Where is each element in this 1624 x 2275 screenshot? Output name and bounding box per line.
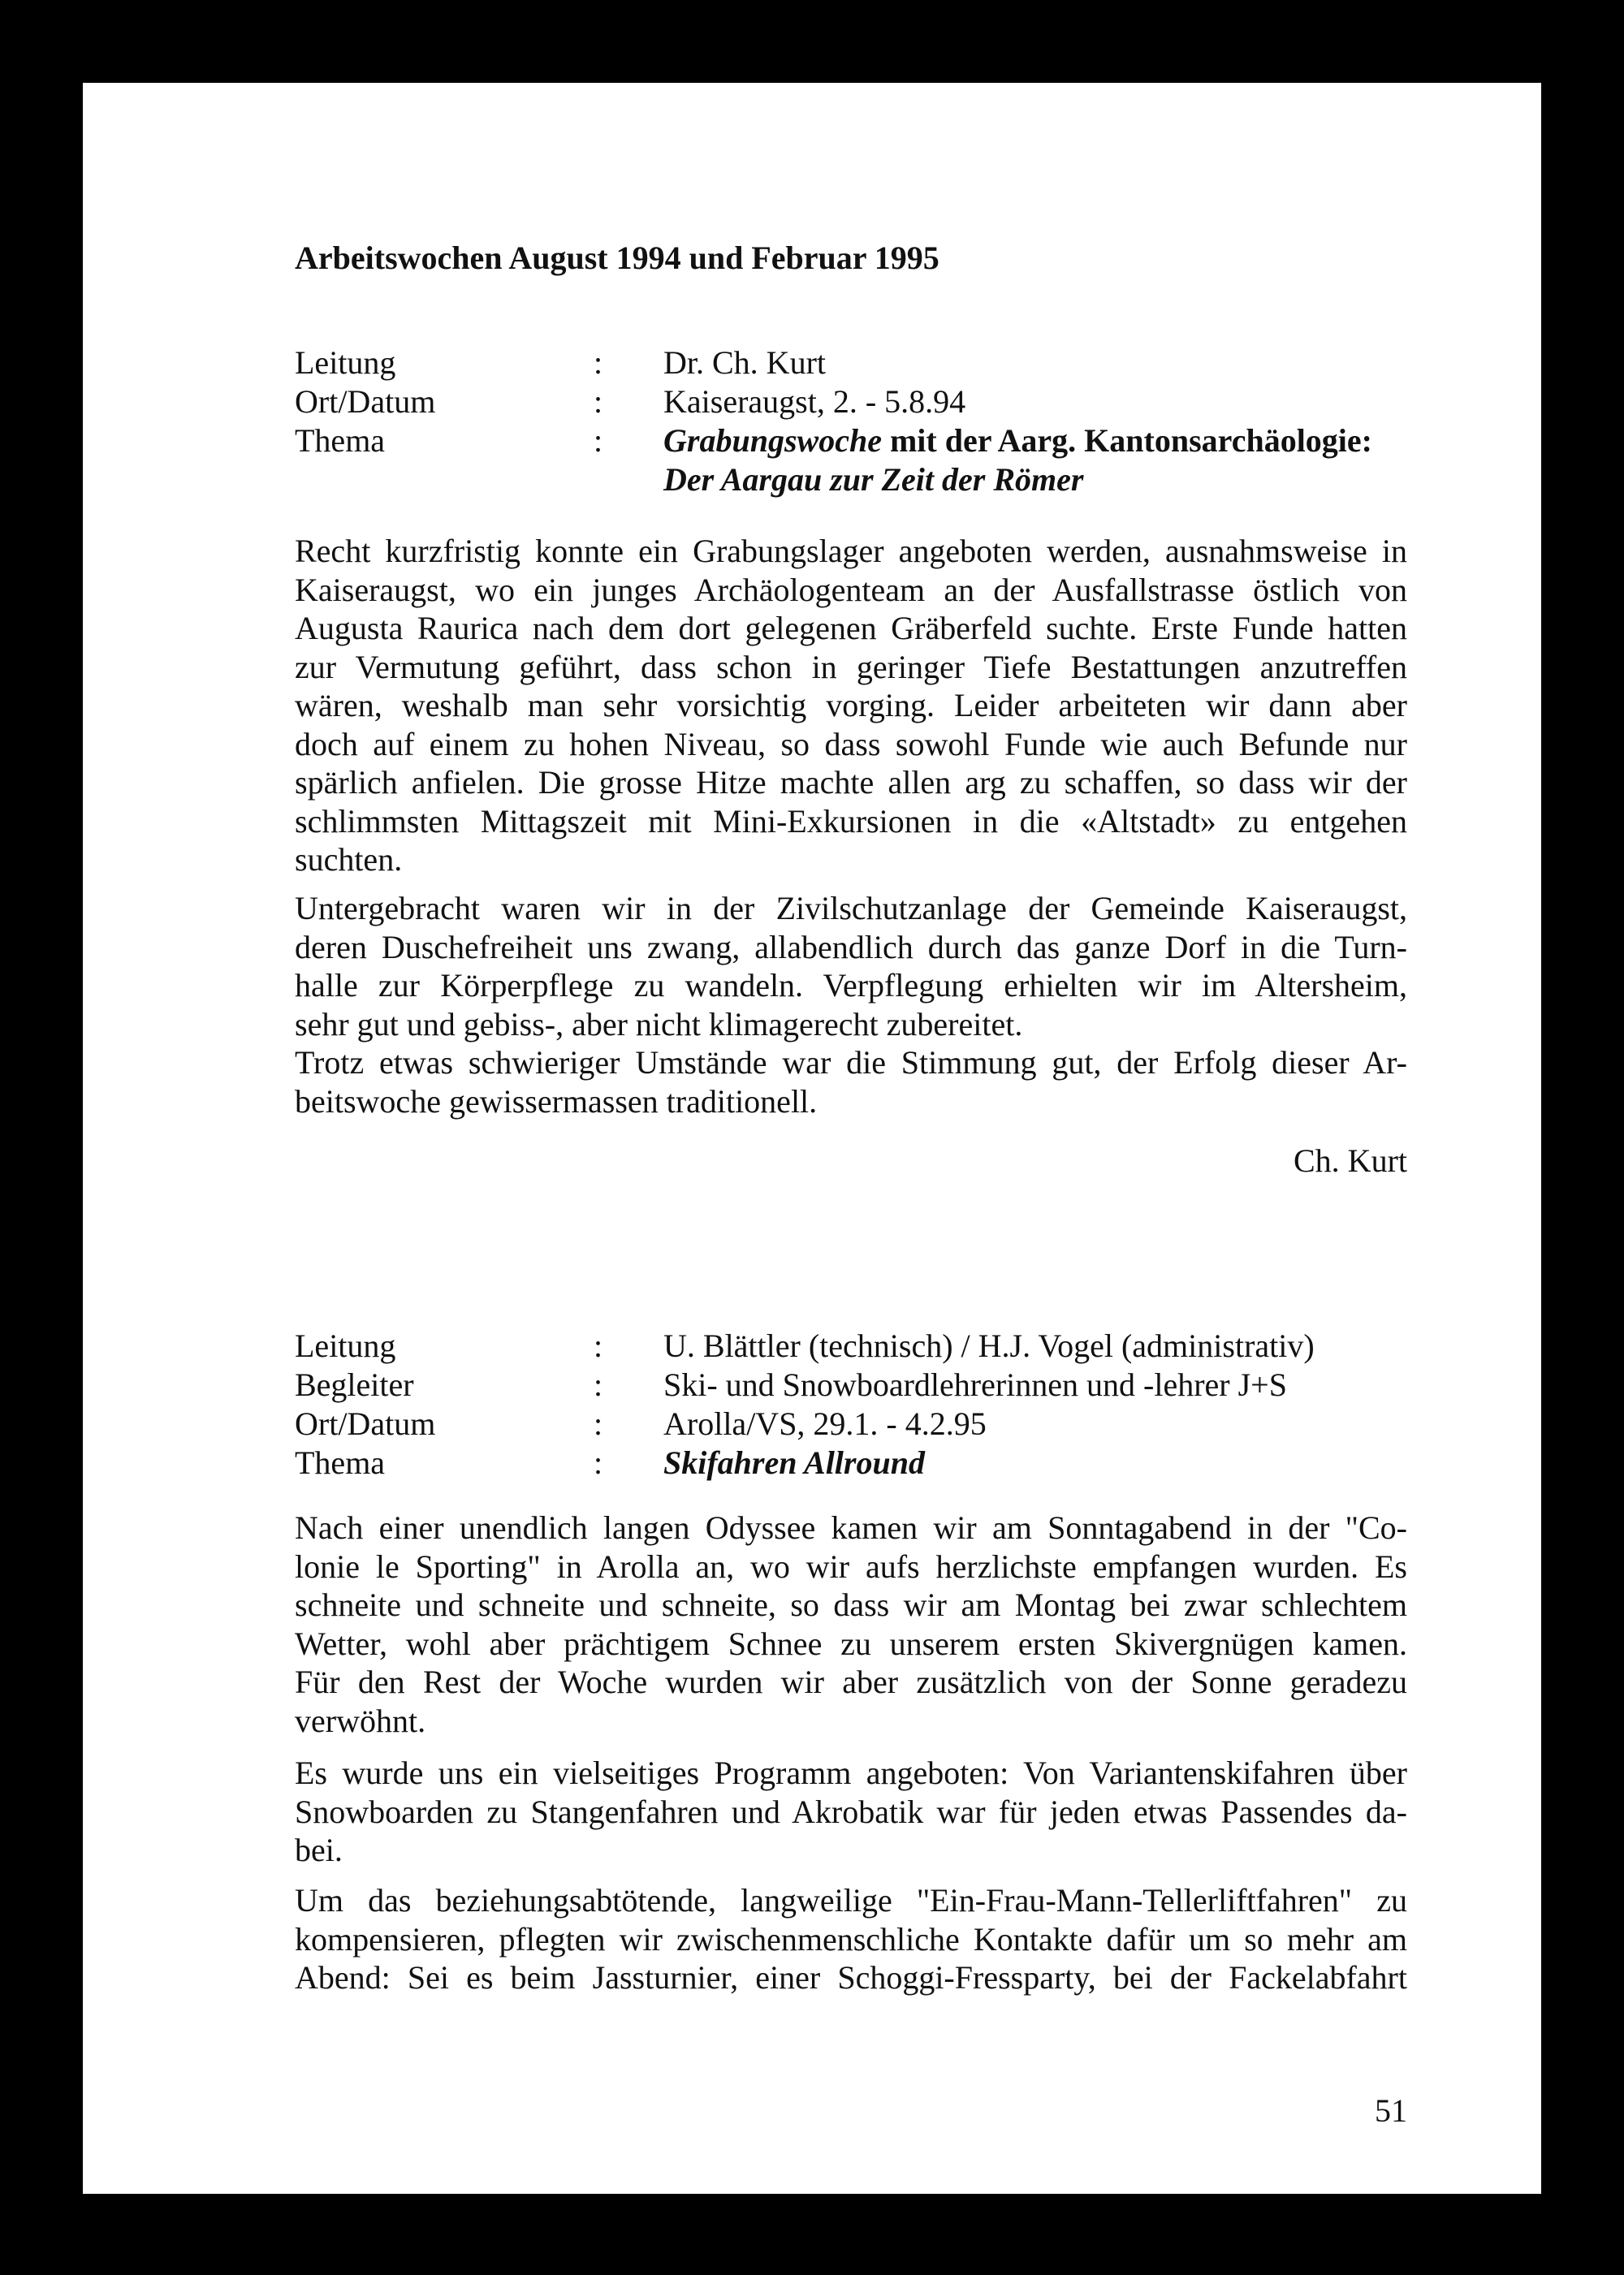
thema-bold: mit der Aarg. Kantonsarchäologie: (881, 422, 1372, 459)
paragraph (295, 1754, 1407, 1870)
paragraph (295, 1881, 1407, 1997)
meta-row-thema (295, 421, 1415, 499)
meta-row-leitung (295, 343, 1415, 382)
document-page (83, 83, 1541, 2194)
text-line: spärlich anfielen. Die grosse Hitze machte allen arg zu schaffen, so dass wir der (295, 764, 1407, 801)
meta-row-begleiter (295, 1366, 1415, 1405)
meta-label: Thema (295, 422, 386, 459)
meta-colon: : (594, 1444, 603, 1481)
text-line: zur Vermutung geführt, dass schon in geringer Tiefe Bestattungen anzutreffen (295, 648, 1407, 685)
text-line: Nach einer unendlich langen Odyssee kamen wir am Sonntagabend in der "Co- (295, 1509, 1407, 1546)
text-line: Augusta Raurica nach dem dort gelegenen Gräberfeld suchte. Erste Funde hatten (295, 610, 1407, 646)
text-line: kompensieren, pflegten wir zwischenmenschliche Kontakte dafür um so mehr am (295, 1920, 1407, 1958)
text-line: bei. (295, 1832, 343, 1868)
text-line: sehr gut und gebiss-, aber nicht klimagerecht zubereitet. (295, 1005, 1023, 1043)
meta-colon: : (594, 1366, 603, 1403)
text-line: suchten. (295, 841, 403, 878)
meta-label: Leitung (295, 344, 396, 381)
text-line: beitswoche gewissermassen traditionell. (295, 1082, 818, 1120)
paragraph (295, 532, 1407, 879)
text-line: lonie le Sporting" in Arolla an, wo wir aufs herzlichste empfangen wurden. Es (295, 1548, 1407, 1585)
meta-label: Ort/Datum (295, 1405, 436, 1442)
meta-row-leitung (295, 1327, 1415, 1366)
meta-value (663, 421, 1415, 499)
thema-italic: Grabungswoche (663, 422, 882, 459)
meta-value: Skifahren Allround (663, 1444, 925, 1481)
text-line: schlimmsten Mittagszeit mit Mini-Exkursionen in die «Altstadt» zu entgehen (295, 802, 1407, 840)
meta-row-ort-datum (295, 382, 1415, 421)
meta-value: Kaiseraugst, 2. - 5.8.94 (663, 383, 966, 420)
text-line: schneite und schneite und schneite, so dass wir am Montag bei zwar schlechtem (295, 1586, 1407, 1623)
text-line: Abend: Sei es beim Jassturnier, einer Schoggi-Fressparty, bei der Fackelabfahrt (295, 1959, 1407, 1996)
section1-meta (295, 343, 1415, 499)
paragraph (295, 889, 1407, 1120)
meta-label: Leitung (295, 1327, 396, 1364)
signature: Ch. Kurt (1294, 1142, 1407, 1179)
section2-meta (295, 1327, 1415, 1483)
meta-colon: : (594, 383, 603, 420)
text-line: doch auf einem zu hohen Niveau, so dass sowohl Funde wie auch Befunde nur (295, 725, 1407, 762)
meta-colon: : (594, 344, 603, 381)
page-number: 51 (1375, 2092, 1407, 2129)
meta-value: U. Blättler (technisch) / H.J. Vogel (administrativ) (663, 1327, 1315, 1364)
meta-value: Dr. Ch. Kurt (663, 344, 826, 381)
meta-colon: : (594, 1327, 603, 1364)
text-line: deren Duschefreiheit uns zwang, allabendlich durch das ganze Dorf in die Turn- (295, 928, 1407, 965)
thema-subtitle: Der Aargau zur Zeit der Römer (663, 461, 1084, 498)
text-line: Für den Rest der Woche wurden wir aber zusätzlich von der Sonne geradezu (295, 1664, 1407, 1700)
text-line: Recht kurzfristig konnte ein Grabungslager angeboten werden, ausnahmsweise in (295, 533, 1407, 569)
meta-value: Arolla/VS, 29.1. - 4.2.95 (663, 1405, 987, 1442)
meta-row-ort-datum (295, 1405, 1415, 1444)
text-line: Wetter, wohl aber prächtigem Schnee zu unserem ersten Skivergnügen kamen. (295, 1625, 1407, 1662)
text-line: Trotz etwas schwieriger Umstände war die Stimmung gut, der Erfolg dieser Ar- (295, 1044, 1407, 1081)
meta-label: Begleiter (295, 1366, 414, 1403)
text-line: verwöhnt. (295, 1702, 426, 1739)
text-line: Snowboarden zu Stangenfahren und Akrobatik war für jeden etwas Passendes da- (295, 1793, 1407, 1830)
meta-value: Ski- und Snowboardlehrerinnen und -lehrer J+S (663, 1366, 1287, 1403)
text-line: Untergebracht waren wir in der Zivilschutzanlage der Gemeinde Kaiseraugst, (295, 890, 1407, 926)
text-line: Um das beziehungsabtötende, langweilige "Ein-Frau-Mann-Tellerliftfahren" zu (295, 1882, 1407, 1919)
meta-label: Ort/Datum (295, 383, 436, 420)
page-title: Arbeitswochen August 1994 und Februar 1995 (295, 240, 939, 276)
meta-colon: : (594, 422, 603, 459)
meta-colon: : (594, 1405, 603, 1442)
text-line: wären, weshalb man sehr vorsichtig vorging. Leider arbeiteten wir dann aber (295, 687, 1407, 723)
meta-row-thema (295, 1444, 1415, 1483)
text-line: halle zur Körperpflege zu wandeln. Verpflegung erhielten wir im Altersheim, (295, 967, 1407, 1004)
paragraph (295, 1509, 1407, 1740)
text-line: Kaiseraugst, wo ein junges Archäologenteam an der Ausfallstrasse östlich von (295, 571, 1407, 608)
meta-label: Thema (295, 1444, 386, 1481)
text-line: Es wurde uns ein vielseitiges Programm angeboten: Von Variantenskifahren über (295, 1755, 1407, 1791)
